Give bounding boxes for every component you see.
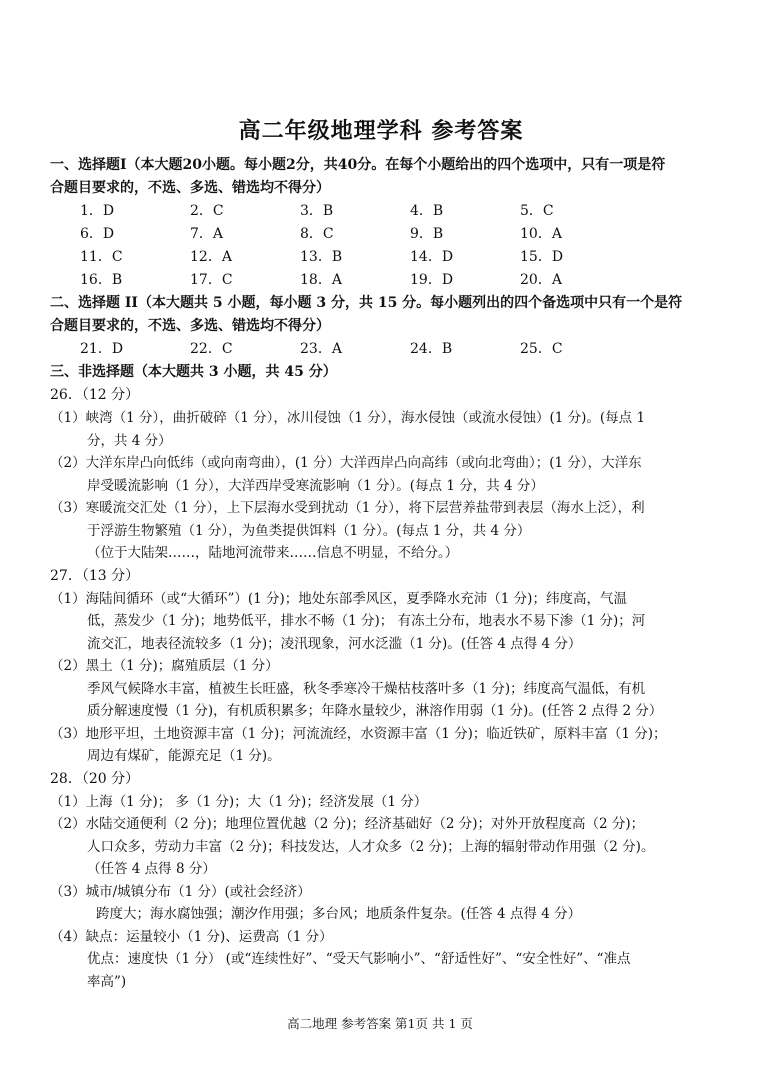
answer-item: 23．A: [300, 341, 342, 357]
answer-item: 9．B: [410, 226, 444, 242]
answer-item: 13．B: [300, 249, 343, 265]
answer-item: 16．B: [80, 272, 123, 288]
page-title: 高二年级地理学科 参考答案: [238, 118, 524, 144]
answer-line: 跨度大；海水腐蚀强；潮汐作用强；多台风；地质条件复杂。(任答 4 点得 4 分）: [96, 906, 582, 922]
answer-item: 18．A: [300, 272, 342, 288]
question-27: [50, 565, 712, 768]
answer-line: （1）上海（1 分)； 多（1 分)；大（1 分)；经济发展（1 分）: [50, 793, 428, 810]
answer-item: 8．C: [300, 226, 334, 242]
answer-item: 7．A: [190, 226, 224, 242]
question-head: 28．（20 分）: [50, 770, 140, 787]
section-heading: 一、选择题I（本大题20小题。每小题2分，共40分。在每个小题给出的四个选项中，只有一项是符: [50, 157, 666, 173]
answer-line: （2）水陆交通便利（2 分)；地理位置优越（2 分)；经济基础好（2 分)；对外开放程度高（2 分)；: [50, 816, 645, 832]
answer-item: 1．D: [80, 203, 115, 219]
answer-line: （任答 4 点得 8 分）: [87, 861, 216, 877]
answer-line: （3）城市/城镇分布（1 分）(或社会经济）: [50, 883, 311, 900]
answer-line: （1）峡湾（1 分），曲折破碎（1 分），冰川侵蚀（1 分），海水侵蚀（或流水侵蚀）(1 分)。(每点 1: [50, 410, 646, 426]
answer-item: 11．C: [80, 249, 123, 265]
question-head: 26．（12 分）: [50, 387, 140, 403]
answer-item: 20．A: [520, 272, 562, 288]
answer-item: 5．C: [520, 203, 554, 219]
answer-line: （2）大洋东岸凸向低纬（或向南弯曲），(1 分）大洋西岸凸向高纬（或向北弯曲）；(1 分），大洋东: [50, 455, 642, 471]
answer-line: 质分解速度慢（1 分)，有机质积累多；年降水量较少，淋溶作用弱（1 分)。(任答 2 点得 2 分）: [87, 703, 663, 719]
answer-item: 21．D: [80, 341, 124, 357]
answer-row: [50, 338, 712, 361]
answer-line: （4）缺点：运量较小（1 分)、运费高（1 分）: [50, 928, 333, 945]
answer-item: 14．D: [410, 249, 454, 265]
section-choice-1: [50, 154, 712, 292]
answer-line: （1）海陆间循环（或“大循环”）(1 分)；地处东部季风区，夏季降水充沛（1 分)；纬度高，气温: [50, 590, 627, 607]
answer-item: 2．C: [190, 203, 224, 219]
answer-item: 3．B: [300, 203, 334, 219]
answer-item: 15．D: [520, 249, 564, 265]
answer-item: 17．C: [190, 272, 233, 288]
answer-item: 4．B: [410, 203, 444, 219]
answer-item: 22．C: [190, 341, 233, 357]
answer-line: 于浮游生物繁殖（1 分），为鱼类提供饵料（1 分）。(每点 1 分，共 4 分）: [87, 522, 531, 539]
answer-line: 率高”): [87, 973, 127, 990]
answer-row: [50, 246, 712, 269]
answer-item: 25．C: [520, 341, 563, 357]
question-28: [50, 768, 712, 994]
answer-item: 6．D: [80, 226, 115, 242]
section-choice-2: [50, 292, 712, 361]
section-heading-cont: 合题目要求的，不选、多选、错选均不得分）: [50, 318, 330, 334]
answer-line: 周边有煤矿，能源充足（1 分)。: [87, 748, 281, 764]
question-head: 27．（13 分）: [50, 567, 140, 584]
answer-item: 10．A: [520, 226, 562, 242]
answer-line: 人口众多，劳动力丰富（2 分)；科技发达，人才众多（2 分)；上海的辐射带动作用强（2 分)。: [87, 838, 655, 855]
answer-row: [50, 200, 712, 223]
section-heading: 三、非选择题（本大题共 3 小题，共 45 分）: [50, 364, 337, 380]
answer-line: （3）地形平坦，土地资源丰富（1 分)；河流流经，水资源丰富（1 分)；临近铁矿，原料丰富（1 分)；: [50, 725, 667, 742]
answer-line: 季风气候降水丰富，植被生长旺盛，秋冬季寒冷干燥枯枝落叶多（1 分)；纬度高气温低，有机: [87, 680, 646, 697]
question-26: [50, 384, 712, 565]
answer-row: [50, 269, 712, 292]
section-heading-cont: 合题目要求的，不选、多选、错选均不得分）: [50, 180, 330, 196]
section-heading: 二、选择题 II（本大题共 5 小题，每小题 3 分，共 15 分。每小题列出的四个备选项中只有一个是符: [50, 295, 683, 311]
answer-row: [50, 223, 712, 246]
answer-line: 岸受暖流影响（1 分），大洋西岸受寒流影响（1 分）。(每点 1 分，共 4 分）: [87, 477, 544, 494]
answer-line: 流交汇，地表径流较多（1 分)；凌汛现象，河水泛滥（1 分)。(任答 4 点得 4 分）: [87, 635, 582, 652]
answer-item: 19．D: [410, 272, 454, 288]
answer-line: 分，共 4 分）: [87, 432, 172, 449]
answer-note: （位于大陆架……，陆地河流带来……信息不明显，不给分。）: [87, 545, 459, 561]
answer-item: 12．A: [190, 249, 232, 265]
answer-line: 低，蒸发少（1 分)；地势低平，排水不畅（1 分)； 有冻土分布，地表水不易下渗（1 分)；河: [87, 613, 646, 629]
answer-item: 24．B: [410, 341, 453, 357]
answer-line: 优点：速度快（1 分） (或“连续性好”、“受天气影响小”、“舒适性好”、“安全性好”、“准点: [87, 951, 631, 967]
section-non-choice: [50, 361, 712, 993]
page-footer: 高二地理 参考答案 第1页 共 1 页: [287, 1016, 473, 1031]
answer-line: （3）寒暖流交汇处（1 分），上下层海水受到扰动（1 分），将下层营养盐带到表层（海水上泛），利: [50, 500, 645, 516]
answer-line: （2）黑土（1 分)；腐殖质层（1 分）: [50, 658, 279, 674]
